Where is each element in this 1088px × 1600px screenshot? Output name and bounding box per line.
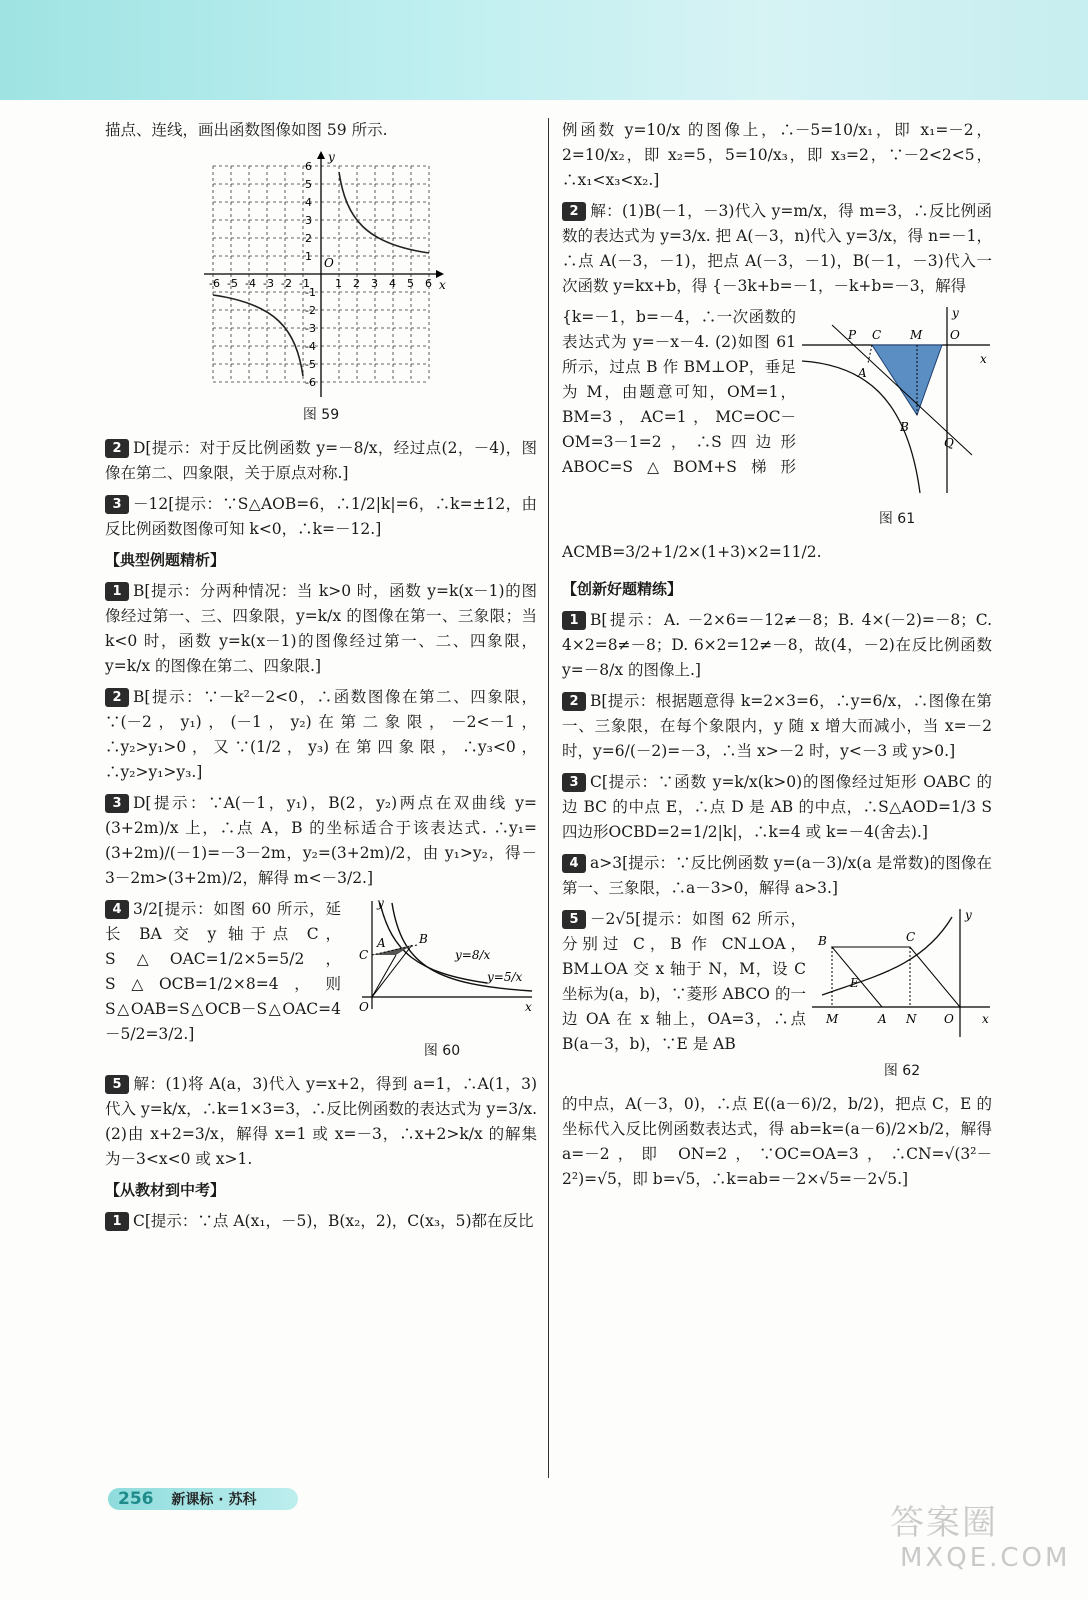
- x-tick-label: -5: [227, 277, 238, 290]
- list-item: [562, 689, 992, 764]
- fig60-point-a: A: [377, 936, 386, 950]
- item-number: 2: [562, 202, 586, 221]
- column-divider: [548, 118, 549, 1478]
- x-tick-label: 2: [353, 277, 360, 290]
- list-item: [105, 579, 537, 679]
- item-text: 解：(1)将 A(a，3)代入 y=x+2，得到 a=1，∴A(1，3)代入 y=k/x，∴k=1×3=3，∴反比例函数的表达式为 y=3/x. (2)由 x+2=3/x，解得 x=1 或 x=－3，∴x+2>k/x 的解集为－3<x<0 或 x>1.: [105, 1075, 537, 1168]
- list-item: [562, 608, 992, 683]
- item-number: 4: [105, 900, 129, 919]
- y-tick-label: -1: [305, 286, 316, 299]
- fig62-point-e: E: [850, 976, 859, 990]
- item-text: D[提示：∵A(－1，y₁)，B(2，y₂)两点在双曲线 y=(3+2m)/x 上，∴点 A，B 的坐标适合于该表达式. ∴y₁=(3+2m)/(－1)=－3－2m，y₂=(3+2m)/2，由 y₁>y₂，得－3－2m>(3+2m)/2，解得 m<－3/2.]: [105, 794, 537, 887]
- fig62-caption: 图 62: [883, 1063, 921, 1079]
- list-item: [562, 199, 992, 299]
- graph-figure-60: [347, 897, 537, 1027]
- list-item-with-figure: [105, 897, 537, 1072]
- fig62-origin-label: O: [944, 1012, 954, 1026]
- continued-text: 的中点，A(－3，0)，∴点 E((a－6)/2，b/2)，把点 C，E 的坐标代入反比例函数表达式，得 ab=k=(a－6)/2×b/2，解得 a=－2，即 ON=2，∵OC=OA=3，∴CN=√(3²－2²)=√5，即 b=√5，∴k=ab=－2×√5=－2√5.]: [562, 1095, 992, 1188]
- list-item-with-figure: [562, 907, 992, 1092]
- fig62-point-m: M: [826, 1012, 839, 1026]
- x-tick-label: -2: [281, 277, 292, 290]
- y-tick-label: -2: [305, 304, 316, 317]
- watermark-logo: 答案圈: [890, 1503, 998, 1543]
- item-text: 解：(1)B(－1，－3)代入 y=m/x，得 m=3，∴反比例函数的表达式为 y=3/x. 把 A(－3，n)代入 y=3/x，得 n=－1，∴点 A(－3，－1)，把点 A(－3，－1)，B(－1，－3)代入一次函数 y=kx+b，得 {－3k+b=－1，－k+b=－3，解得: [562, 202, 992, 295]
- item-number: 4: [562, 854, 586, 873]
- x-tick-label: 3: [371, 277, 378, 290]
- top-decorative-band: [0, 0, 1088, 100]
- figure-61: [802, 305, 992, 540]
- graph-figure-59: [196, 149, 446, 399]
- continued-text: {k=－1，b=－4，∴一次函数的表达式为 y=－x－4. (2)如图 61 所示，过点 B 作 BM⊥OP，垂足为 M，由题意可知，OM=1，BM=3，AC=1，MC=OC－OM=3－1=2，∴S四边形ABOC=S△BOM+S梯形ACMB=3/2+1/2×(1+3)×2=11/2.: [562, 308, 822, 561]
- item-text: D[提示：对于反比例函数 y=－8/x，经过点(2，－4)，图像在第二、四象限，关于原点对称.]: [105, 439, 537, 482]
- fig61-caption: 图 61: [878, 511, 916, 527]
- graph-figure-61: [802, 305, 992, 495]
- fig61-point-p: P: [848, 328, 857, 342]
- fig60-curve1-label: y=8/x: [455, 948, 491, 962]
- fig61-point-a: A: [858, 366, 867, 380]
- x-tick-label: -1: [299, 277, 310, 290]
- item-number: 1: [105, 582, 129, 601]
- fig62-point-a: A: [878, 1012, 887, 1026]
- fig62-x-label: x: [982, 1012, 989, 1026]
- list-item: [105, 791, 537, 891]
- y-tick-label: 6: [305, 160, 312, 173]
- x-tick-label: 6: [425, 277, 432, 290]
- list-item-with-figure: [562, 305, 992, 571]
- list-item: [105, 685, 537, 785]
- item-text: C[提示：∵点 A(x₁，－5)，B(x₂，2)，C(x₃，5)都在反比: [133, 1212, 534, 1230]
- item-text: B[提示：分两种情况：当 k>0 时，函数 y=k(x－1)的图像经过第一、三、四象限，y=k/x 的图像在第一、三象限；当 k<0 时，函数 y=k(x－1)的图像经过第一、二、四象限，y=k/x 的图像在第二、四象限.]: [105, 582, 537, 675]
- right-column: [562, 118, 992, 1198]
- figure-60: [347, 897, 537, 1072]
- fig59-y-label: y: [328, 150, 335, 164]
- y-tick-label: -4: [305, 340, 316, 353]
- y-tick-label: 1: [305, 250, 312, 263]
- item-text: －12[提示：∵S△AOB=6，∴1/2|k|=6，∴k=±12，由反比例函数图像可知 k<0，∴k=－12.]: [105, 495, 537, 538]
- page-footer: [108, 1488, 298, 1510]
- item-number: 5: [562, 910, 586, 929]
- list-item: [105, 1209, 537, 1234]
- fig59-caption: 图 59: [302, 407, 340, 423]
- fig62-y-label: y: [965, 908, 972, 922]
- y-tick-label: 5: [305, 178, 312, 191]
- graph-figure-62: [812, 907, 992, 1047]
- figure-59: [105, 149, 537, 428]
- section-heading: 【典型例题精析】: [105, 551, 226, 569]
- item-text: 3/2[提示：如图 60 所示，延长 BA 交 y 轴于点 C，S△OAC=1/2×5=5/2，S△OCB=1/2×8=4，则 S△OAB=S△OCB－S△OAC=4－5/2=3/2.]: [105, 900, 341, 1043]
- item-text: －2√5[提示：如图 62 所示，分别过 C，B 作 CN⊥OA，BM⊥OA 交 x 轴于 N，M，设 C 坐标为(a，b)，∵菱形 ABCO 的一边 OA 在 x 轴上，OA=3，∴点 B(a－3，b)，∵E 是 AB: [562, 910, 806, 1053]
- book-title: 新课标 · 苏科: [171, 1492, 257, 1508]
- intro-text: 描点、连线，画出函数图像如图 59 所示.: [105, 121, 388, 139]
- item-number: 3: [562, 773, 586, 792]
- left-column: [105, 118, 537, 1240]
- fig60-point-b: B: [419, 932, 428, 946]
- continued-text: 例函数 y=10/x 的图像上，∴－5=10/x₁，即 x₁=－2，2=10/x₂，即 x₂=5，5=10/x₃，即 x₃=2，∵－2<2<5，∴x₁<x₃<x₂.]: [562, 121, 992, 189]
- x-tick-label: -6: [209, 277, 220, 290]
- fig61-point-q: Q: [944, 436, 954, 450]
- fig60-origin-label: O: [359, 1000, 369, 1014]
- item-number: 2: [105, 688, 129, 707]
- fig61-point-c: C: [872, 328, 882, 342]
- y-tick-label: 3: [305, 214, 312, 227]
- fig59-origin-label: O: [324, 256, 334, 270]
- list-item: [562, 770, 992, 845]
- x-tick-label: 1: [335, 277, 342, 290]
- item-text: C[提示：∵函数 y=k/x(k>0)的图像经过矩形 OABC 的边 BC 的中点 E，∴点 D 是 AB 的中点，∴S△AOD=1/3 S四边形OCBD=2=1/2|k|，∴k=4 或 k=－4(舍去).]: [562, 773, 992, 841]
- item-text: B[提示：A. －2×6=－12≠－8；B. 4×(－2)=－8；C. 4×2=8≠－8；D. 6×2=12≠－8，故(4，－2)在反比例函数 y=－8/x 的图像上.]: [562, 611, 992, 679]
- item-text: a>3[提示：∵反比例函数 y=(a－3)/x(a 是常数)的图像在第一、三象限，∴a－3>0，解得 a>3.]: [562, 854, 992, 897]
- fig60-y-label: y: [377, 897, 384, 910]
- fig62-point-c: C: [906, 930, 916, 944]
- fig61-point-m: M: [910, 328, 923, 342]
- fig62-point-b: B: [818, 934, 827, 948]
- x-tick-label: -4: [245, 277, 256, 290]
- y-tick-label: -6: [305, 376, 316, 389]
- y-tick-label: -3: [305, 322, 316, 335]
- fig59-x-label: x: [439, 278, 446, 292]
- fig61-y-label: y: [952, 306, 959, 320]
- fig60-point-c: C: [359, 948, 369, 962]
- item-number: 3: [105, 794, 129, 813]
- list-item: [105, 492, 537, 542]
- section-heading: 【创新好题精练】: [562, 580, 683, 598]
- fig61-origin-label: O: [950, 328, 960, 342]
- y-tick-label: -5: [305, 358, 316, 371]
- item-number: 5: [105, 1075, 129, 1094]
- item-number: 1: [562, 611, 586, 630]
- y-tick-label: 4: [305, 196, 312, 209]
- fig60-curve2-label: y=5/x: [487, 970, 523, 984]
- x-tick-label: 5: [407, 277, 414, 290]
- item-number: 1: [105, 1212, 129, 1231]
- fig60-caption: 图 60: [423, 1043, 461, 1059]
- list-item: [105, 1072, 537, 1172]
- fig60-x-label: x: [525, 1000, 532, 1014]
- item-number: 2: [105, 439, 129, 458]
- x-tick-label: -3: [263, 277, 274, 290]
- y-tick-label: 2: [305, 232, 312, 245]
- fig62-point-n: N: [906, 1012, 917, 1026]
- item-text: B[提示：∵－k²－2<0，∴函数图像在第二、四象限，∵(－2，y₁)，(－1，y₂)在第二象限，－2<－1，∴y₂>y₁>0，又∵(1/2，y₃)在第四象限，∴y₃<0，∴y₂>y₁>y₃.]: [105, 688, 537, 781]
- watermark-url: MXQE.COM: [900, 1543, 1071, 1573]
- list-item: [562, 851, 992, 901]
- page-number: 256: [118, 1489, 154, 1509]
- figure-62: [812, 907, 992, 1092]
- item-text: B[提示：根据题意得 k=2×3=6，∴y=6/x，∴图像在第一、三象限，在每个象限内，y 随 x 增大而减小，当 x=－2时，y=6/(－2)=－3，∴当 x>－2 时，y<－3 或 y>0.]: [562, 692, 992, 760]
- x-tick-label: 4: [389, 277, 396, 290]
- fig61-x-label: x: [980, 352, 987, 366]
- list-item: [105, 436, 537, 486]
- fig61-point-b: B: [900, 420, 909, 434]
- item-number: 3: [105, 495, 129, 514]
- section-heading: 【从教材到中考】: [105, 1181, 226, 1199]
- item-number: 2: [562, 692, 586, 711]
